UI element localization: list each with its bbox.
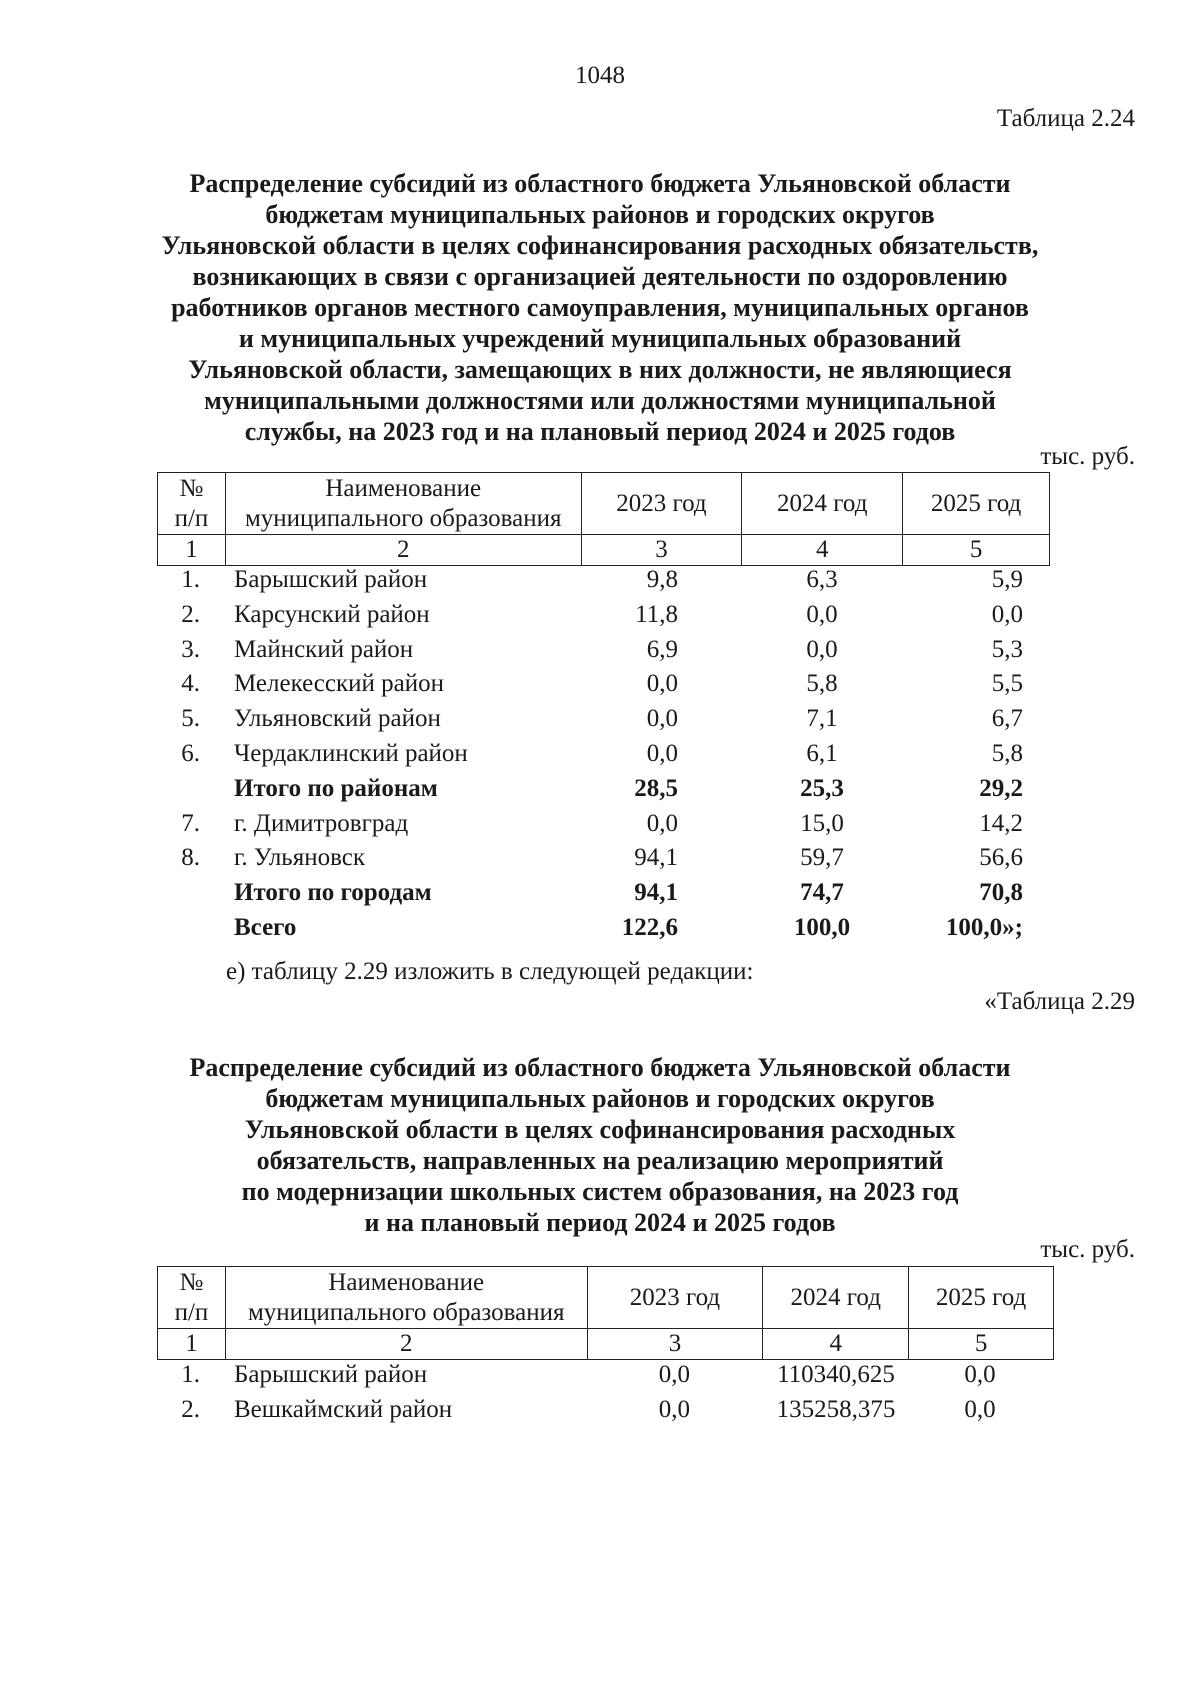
row-name: Карсунский район — [234, 600, 430, 628]
page-number: 1048 — [575, 62, 625, 89]
value-2024: 0,0 — [806, 635, 838, 663]
value-2023: 122,6 — [621, 914, 678, 941]
title-line: Ульяновской области, замещающих в них должности, не являющиеся — [188, 355, 1012, 384]
table-row — [150, 598, 1050, 632]
col-number: 2 — [225, 1329, 587, 1360]
value-2023: 0,0 — [646, 809, 678, 837]
header-2025: 2025 год — [903, 473, 1050, 535]
table-body — [150, 1358, 1050, 1438]
col-number: 2 — [225, 535, 581, 566]
value-2024: 6,3 — [806, 566, 838, 593]
col-number: 1 — [158, 535, 226, 566]
header-2024: 2024 год — [742, 473, 903, 535]
value-2025: 0,0 — [964, 1361, 996, 1388]
col-number: 1 — [158, 1329, 226, 1360]
row-name: Барышский район — [234, 566, 428, 593]
value-2024: 25,3 — [800, 774, 844, 802]
value-2025: 5,5 — [991, 670, 1023, 698]
value-2023: 11,8 — [635, 600, 678, 628]
header-num-text: № п/п — [174, 1268, 209, 1326]
header-name-text: Наименование муниципального образования — [244, 474, 562, 532]
row-number: 4. — [181, 670, 200, 698]
value-2024: 15,0 — [800, 809, 844, 837]
table-row — [150, 563, 1050, 597]
table-row — [150, 667, 1050, 701]
title-line: бюджетам муниципальных районов и городских округов — [265, 1084, 935, 1113]
table-row — [150, 876, 1050, 910]
table-header — [157, 472, 1050, 566]
title-line: службы, на 2023 год и на плановый период 2024 и 2025 годов — [244, 417, 956, 446]
table-row — [150, 737, 1050, 771]
row-number: 1. — [181, 566, 200, 593]
title-line: и муниципальных учреждений муниципальных образований — [238, 324, 962, 353]
value-2023: 0,0 — [646, 740, 678, 767]
value-2024: 100,0 — [793, 914, 851, 941]
header-num — [158, 1267, 226, 1329]
header-name — [225, 473, 581, 535]
row-name: г. Димитровград — [234, 809, 409, 837]
col-number: 4 — [763, 1329, 909, 1360]
value-2024: 5,8 — [806, 670, 838, 698]
value-2024: 7,1 — [806, 705, 838, 733]
value-2024: 0,0 — [806, 600, 838, 628]
table-row — [150, 633, 1050, 667]
value-2023: 0,0 — [658, 1361, 690, 1388]
row-name: Вешкаймский район — [234, 1395, 453, 1423]
value-2023: 94,1 — [634, 844, 678, 872]
value-2025: 0,0 — [964, 1395, 996, 1423]
table-row — [150, 1358, 1050, 1392]
title-line: обязательств, направленных на реализацию мероприятий — [256, 1146, 944, 1175]
value-2025: 6,7 — [991, 705, 1023, 733]
table-row — [150, 772, 1050, 806]
value-2023: 6,9 — [646, 635, 678, 663]
header-2024: 2024 год — [763, 1267, 909, 1329]
row-name: Итого по районам — [234, 774, 438, 802]
title-line: Ульяновской области в целях софинансирования расходных обязательств, — [161, 231, 1039, 260]
row-name: Всего — [234, 914, 297, 941]
row-number: 5. — [181, 705, 200, 733]
table-row — [150, 807, 1050, 841]
row-name: г. Ульяновск — [234, 844, 365, 872]
table-header — [157, 1266, 1054, 1360]
col-number: 5 — [903, 535, 1050, 566]
row-number: 7. — [181, 809, 200, 837]
table-row — [150, 1393, 1050, 1427]
table-row — [150, 911, 1050, 945]
row-number: 8. — [181, 844, 200, 872]
title-line: возникающих в связи с организацией деятельности по оздоровлению — [192, 262, 1008, 291]
table-row — [150, 841, 1050, 875]
title-line: работников органов местного самоуправления, муниципальных органов — [171, 293, 1029, 322]
row-number: 1. — [181, 1361, 200, 1388]
row-name: Итого по городам — [234, 879, 432, 907]
instruction-text: е) таблицу 2.29 изложить в следующей редакции: — [226, 958, 754, 985]
row-name: Майнский район — [234, 635, 414, 663]
title-line: Распределение субсидий из областного бюджета Ульяновской области — [189, 1053, 1011, 1082]
table-label: «Таблица 2.29 — [984, 988, 1135, 1015]
value-2023: 9,8 — [646, 566, 678, 593]
value-2025: 100,0»; — [945, 914, 1023, 941]
title-line: бюджетам муниципальных районов и городских округов — [265, 200, 935, 229]
header-name — [225, 1267, 587, 1329]
col-number: 3 — [587, 1329, 763, 1360]
col-number: 3 — [581, 535, 742, 566]
row-number: 3. — [181, 635, 200, 663]
col-number: 5 — [909, 1329, 1054, 1360]
col-number: 4 — [742, 535, 903, 566]
header-2023: 2023 год — [587, 1267, 763, 1329]
value-2023: 0,0 — [658, 1395, 690, 1423]
value-2024: 110340,625 — [777, 1361, 895, 1388]
value-2025: 14,2 — [979, 809, 1023, 837]
row-name: Барышский район — [234, 1361, 428, 1388]
row-number: 2. — [181, 1395, 200, 1423]
table-title — [150, 1052, 1050, 1238]
value-2025: 5,9 — [991, 566, 1023, 593]
value-2025: 5,8 — [991, 740, 1023, 767]
table-label: Таблица 2.24 — [996, 105, 1135, 132]
value-2025: 56,6 — [979, 844, 1023, 872]
value-2025: 29,2 — [979, 774, 1023, 802]
value-2023: 0,0 — [646, 705, 678, 733]
title-line: Ульяновской области в целях софинансирования расходных — [244, 1115, 956, 1144]
value-2024: 59,7 — [800, 844, 844, 872]
table-body — [150, 563, 1050, 943]
row-number: 2. — [181, 600, 200, 628]
value-2024: 135258,375 — [776, 1395, 896, 1423]
title-line: по модернизации школьных систем образования, на 2023 год — [241, 1177, 959, 1206]
header-num — [158, 473, 226, 535]
units-label: тыс. руб. — [1040, 1236, 1135, 1263]
table-row — [150, 702, 1050, 736]
header-2023: 2023 год — [581, 473, 742, 535]
value-2025: 5,3 — [991, 635, 1023, 663]
value-2025: 0,0 — [991, 600, 1023, 628]
value-2023: 94,1 — [634, 879, 678, 907]
title-line: муниципальными должностями или должностями муниципальной — [204, 386, 996, 415]
row-number: 6. — [181, 740, 200, 767]
header-2025: 2025 год — [909, 1267, 1054, 1329]
row-name: Мелекесский район — [234, 670, 445, 698]
row-name: Чердаклинский район — [234, 740, 468, 767]
table-title — [150, 168, 1050, 447]
row-name: Ульяновский район — [234, 705, 441, 733]
value-2024: 6,1 — [806, 740, 838, 767]
units-label: тыс. руб. — [1040, 443, 1135, 470]
value-2023: 0,0 — [646, 670, 678, 698]
header-num-text: № п/п — [174, 474, 209, 532]
value-2025: 70,8 — [979, 879, 1023, 907]
value-2023: 28,5 — [634, 774, 678, 802]
header-name-text: Наименование муниципального образования — [247, 1268, 565, 1326]
title-line: и на плановый период 2024 и 2025 годов — [364, 1208, 836, 1237]
value-2024: 74,7 — [800, 879, 844, 907]
title-line: Распределение субсидий из областного бюджета Ульяновской области — [189, 169, 1011, 198]
